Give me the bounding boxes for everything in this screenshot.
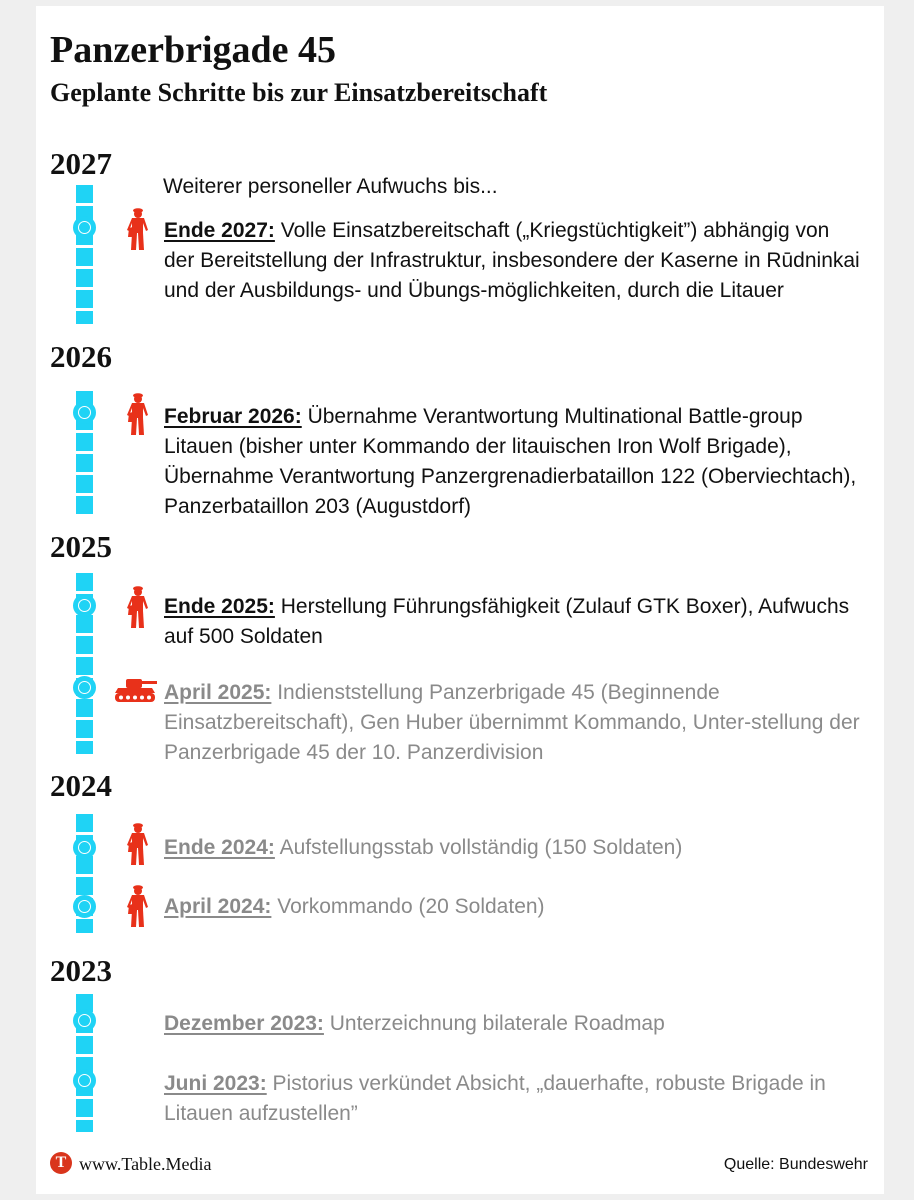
soldier-icon [123, 206, 151, 252]
footer-source: Quelle: Bundeswehr [723, 1156, 868, 1173]
timeline-event [164, 892, 864, 922]
year-label-2024: 2024 [50, 768, 112, 803]
year-intro-text: Weiterer personeller Aufwuchs bis... [163, 175, 498, 198]
event-date: Ende 2025: [164, 595, 275, 618]
timeline-event [164, 1069, 864, 1129]
timeline-dot [73, 895, 96, 918]
year-label-2027: 2027 [50, 146, 112, 181]
event-date: April 2025: [164, 681, 272, 704]
timeline-event [164, 678, 864, 768]
timeline-event [164, 592, 864, 652]
tank-icon [112, 674, 158, 704]
timeline-event [164, 402, 864, 522]
event-description: Unterzeichnung bilaterale Roadmap [323, 1012, 665, 1035]
event-date: Februar 2026: [164, 405, 302, 428]
timeline-event [164, 216, 864, 306]
timeline-event [164, 1009, 864, 1039]
event-description: Herstellung Führungsfähigkeit (Zulauf GTK Boxer), Aufwuchs auf 500 Soldaten [164, 595, 850, 648]
event-description: Volle Einsatzbereitschaft („Kriegstüchtigkeit”) abhängig von der Bereitstellung der Infrastruktur, insbesondere der Kaserne in Rūdninkai und der Ausbildungs- und Übungs-möglichkeiten, durch die Litauer [164, 219, 860, 302]
timeline-dot [73, 594, 96, 617]
event-date: Ende 2024: [164, 836, 275, 859]
soldier-icon [123, 821, 151, 867]
soldier-icon [123, 391, 151, 437]
event-description: Übernahme Verantwortung Multinational Battle-group Litauen (bisher unter Kommando der litauischen Iron Wolf Brigade), Übernahme Verantwortung Panzergrenadierbataillon 122 (Oberviechtach), Panzerbataillon 203 (Augustdorf) [164, 405, 857, 518]
event-description: Vorkommando (20 Soldaten) [271, 895, 545, 918]
page-title: Panzerbrigade 45 [50, 29, 337, 71]
event-date: Dezember 2023: [164, 1012, 324, 1035]
event-date: April 2024: [164, 895, 272, 918]
event-description: Pistorius verkündet Absicht, „dauerhafte, robuste Brigade in Litauen aufzustellen” [164, 1072, 826, 1125]
timeline-dot [73, 1069, 96, 1092]
year-label-2023: 2023 [50, 953, 112, 988]
event-date: Juni 2023: [164, 1072, 267, 1095]
timeline-dot [73, 1009, 96, 1032]
infographic-card [36, 6, 884, 1194]
soldier-icon [123, 584, 151, 630]
event-description: Aufstellungsstab vollständig (150 Soldaten) [274, 836, 683, 859]
page-subtitle: Geplante Schritte bis zur Einsatzbereitschaft [50, 78, 548, 107]
timeline-dot [73, 216, 96, 239]
event-date: Ende 2027: [164, 219, 275, 242]
timeline [36, 6, 884, 1194]
event-description: Indienststellung Panzerbrigade 45 (Beginnende Einsatzbereitschaft), Gen Huber übernimmt Kommando, Unter-stellung der Panzerbrigade 45 der 10. Panzerdivision [164, 681, 860, 764]
year-label-2026: 2026 [50, 339, 112, 374]
timeline-dot [73, 676, 96, 699]
soldier-icon [123, 883, 151, 929]
year-label-2025: 2025 [50, 529, 112, 564]
timeline-bar-2027 [76, 185, 93, 324]
timeline-dot [73, 401, 96, 424]
footer-site-url: www.Table.Media [79, 1154, 212, 1174]
timeline-dot [73, 836, 96, 859]
timeline-event [164, 833, 864, 863]
table-media-logo: T [50, 1152, 72, 1174]
